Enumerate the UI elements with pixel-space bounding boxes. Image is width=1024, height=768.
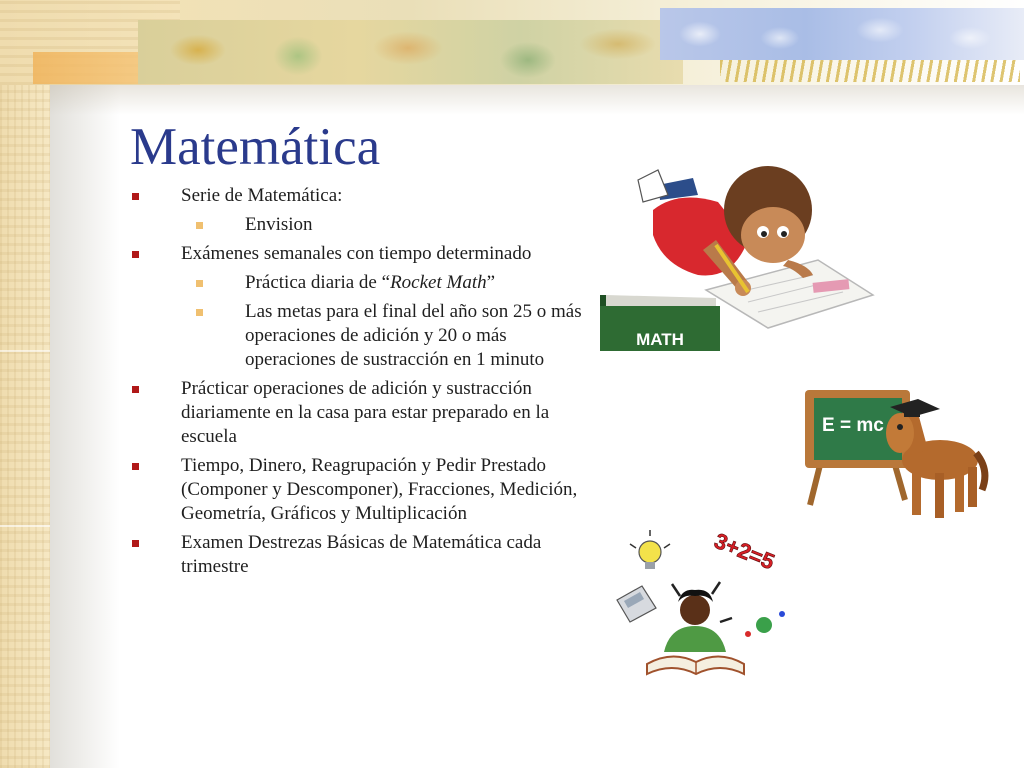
sub-bullet-list [181,213,600,237]
square-bullet-icon [132,540,139,547]
sub-bullet-item [181,271,600,295]
square-sub-bullet-icon [196,309,203,316]
sub-bullet-item [181,300,600,372]
bullet-text: Serie de Matemática: [181,185,343,206]
bullet-text: Exámenes semanales con tiempo determinado [181,243,532,264]
bullet-item [130,242,600,372]
sub-bullet-text-suffix: ” [486,272,496,293]
chalkboard-formula: E = mc [822,415,884,436]
bullet-list-container [130,184,600,584]
equation-text: 3+2=5 [710,527,779,575]
bullet-item [130,454,600,526]
bullet-list [130,184,600,579]
bullet-item [130,184,600,237]
banner-leaves-image [138,20,683,84]
banner-blue-panel [660,8,1024,60]
banner-shadow [50,85,1024,115]
bullet-text: Prácticar operaciones de adición y sustracción diariamente en la casa para estar preparado en la escuela [181,378,550,447]
sub-bullet-item [181,213,600,237]
square-bullet-icon [132,463,139,470]
sub-bullet-text: Envision [245,214,313,235]
square-bullet-icon [132,251,139,258]
slide-title: Matemática [130,118,381,176]
horse-chalkboard-clipart [800,385,990,530]
left-shadow [50,0,120,768]
sub-bullet-list [181,271,600,372]
bullet-text: Examen Destrezas Básicas de Matemática cada trimestre [181,532,542,577]
rocket-math-italic: Rocket Math [390,272,487,293]
bullet-text: Tiempo, Dinero, Reagrupación y Pedir Prestado (Componer y Descomponer), Fracciones, Medición, Geometría, Gráficos y Multiplicación [181,455,578,524]
square-sub-bullet-icon [196,280,203,287]
sub-bullet-text: Las metas para el final del año son 25 o más operaciones de adición y 20 o más operaciones de sustracción en 1 minuto [245,301,582,370]
boy-studying-math-clipart [598,140,878,355]
student-thinking-clipart [612,522,807,687]
square-bullet-icon [132,193,139,200]
math-book-label: MATH [636,330,684,349]
left-parchment-strip [0,0,50,768]
banner-wheat-image [720,60,1020,82]
bullet-item [130,531,600,579]
square-bullet-icon [132,386,139,393]
sub-bullet-text [245,271,600,295]
bullet-item [130,377,600,449]
sub-bullet-text-prefix: Práctica diaria de “ [245,272,391,293]
square-sub-bullet-icon [196,222,203,229]
